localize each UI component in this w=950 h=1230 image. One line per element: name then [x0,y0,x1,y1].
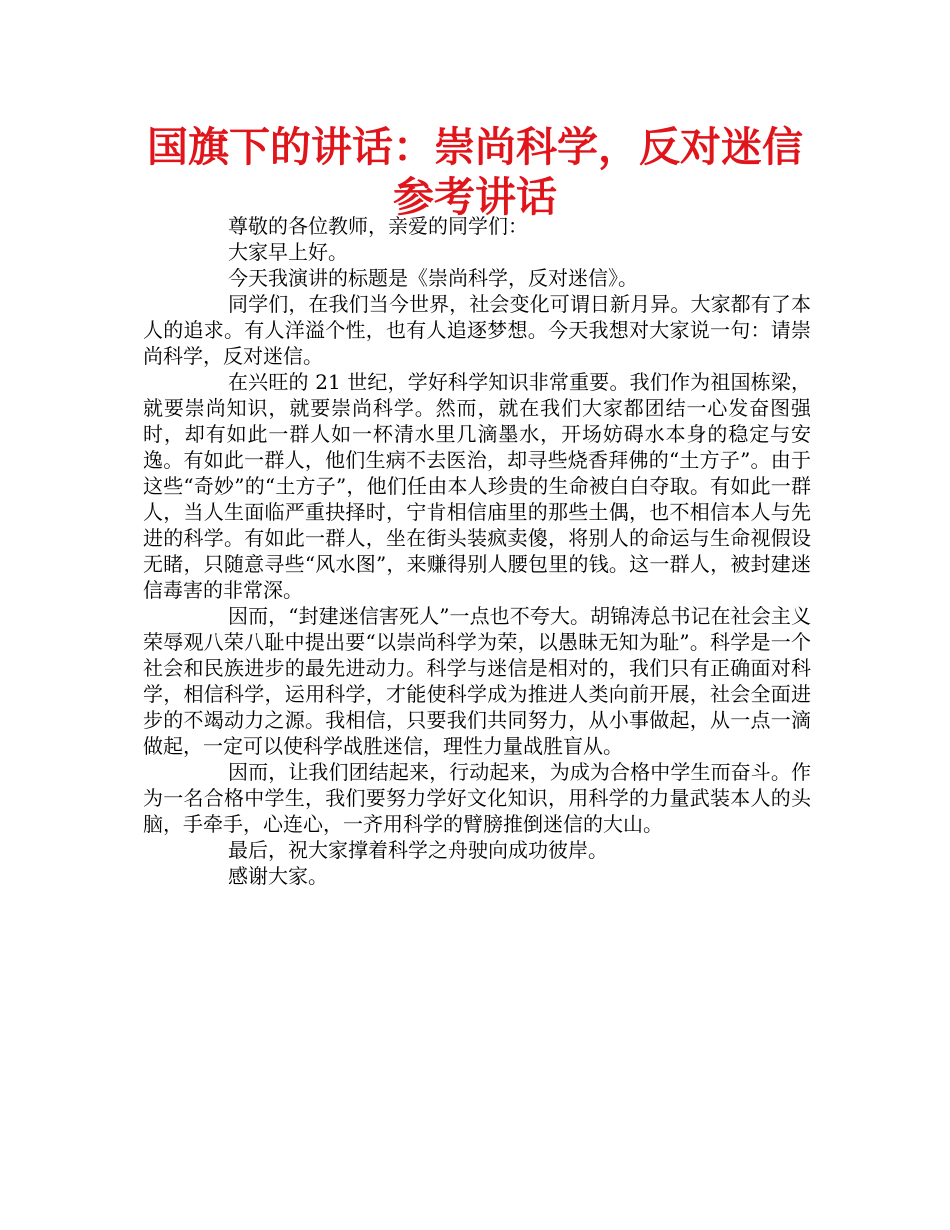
thanks-paragraph: 感谢大家。 [228,864,328,888]
salutation-paragraph: 大家早上好。 [228,240,348,264]
body-paragraph-1: 同学们，在我们当今世界，社会变化可谓日新月异。大家都有了本人的追求。有人洋溢个性，也有人追逐梦想。今天我想对大家说一句：请崇尚科学，反对迷信。 [143,292,811,368]
document-body [143,213,811,889]
document-title: 国旗下的讲话：崇尚科学，反对迷信参考讲话 [147,123,803,221]
body-paragraph-4: 因而，让我们团结起来，行动起来，为成为合格中学生而奋斗。作为一名合格中学生，我们要努力学好文化知识，用科学的力量武装本人的头脑，手牵手，心连心，一齐用科学的臂膀推倒迷信的大山。 [143,760,811,836]
topic-paragraph: 今天我演讲的标题是《崇尚科学，反对迷信》。 [228,266,638,290]
body-paragraph-2: 在兴旺的 21 世纪，学好科学知识非常重要。我们作为祖国栋梁，就要崇尚知识，就要崇尚科学。然而，就在我们大家都团结一心发奋图强时，却有如此一群人如一杯清水里几滴墨水，开场妨碍水本身的稳定与安逸。有如此一群人，他们生病不去医治，却寻些烧香拜佛的“土方子”。由于这些“奇妙”的“土方子”，他们任由本人珍贵的生命被白白夺取。有如此一群人，当人生面临严重抉择时，宁肯相信庙里的那些土偶，也不相信本人与先进的科学。有如此一群人，坐在街头装疯卖傻，将别人的命运与生命视假设无睹，只随意寻些“风水图”，来赚得别人腰包里的钱。这一群人，被封建迷信毒害的非常深。 [143,370,811,602]
body-paragraph-3: 因而，“封建迷信害死人”一点也不夸大。胡锦涛总书记在社会主义荣辱观八荣八耻中提出要“以崇尚科学为荣，以愚昧无知为耻”。科学是一个社会和民族进步的最先进动力。科学与迷信是相对的，我们只有正确面对科学，相信科学，运用科学，才能使科学成为推进人类向前开展，社会全面进步的不竭动力之源。我相信，只要我们共同努力，从小事做起，从一点一滴做起，一定可以使科学战胜迷信，理性力量战胜盲从。 [143,604,811,758]
greeting-paragraph: 尊敬的各位教师，亲爱的同学们： [228,214,528,238]
closing-paragraph: 最后，祝大家撑着科学之舟驶向成功彼岸。 [228,838,608,862]
